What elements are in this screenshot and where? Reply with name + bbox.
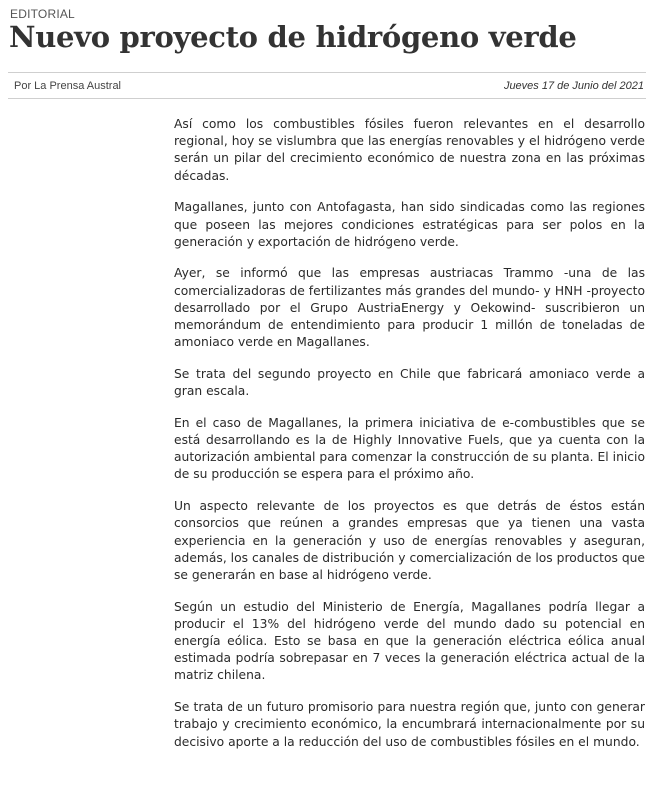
article-paragraph: Se trata de un futuro promisorio para nuestra región que, junto con generar trabajo y crecimiento económico, la encumbrará internacionalmente por su decisivo aporte a la reducción del uso de combustibles fósiles en el mundo. <box>174 700 645 749</box>
article-paragraph: Un aspecto relevante de los proyectos es que detrás de éstos están consorcios que reúnen a grandes empresas que ya tienen una vasta experiencia en la generación y uso de energías renovables y aseguran, además, los canales de distribución y comercialización de los productos que se generarán en base al hidrógeno verde. <box>174 499 645 582</box>
article-paragraph: En el caso de Magallanes, la primera iniciativa de e-combustibles que se está desarrollando es la de Highly Innovative Fuels, que ya cuenta con la autorización ambiental para comenzar la construcción de su planta. El inicio de su producción se espera para el próximo año. <box>174 415 645 482</box>
article-paragraph: Se trata del segundo proyecto en Chile que fabricará amoniaco verde a gran escala. <box>174 366 645 399</box>
article-headline: Nuevo proyecto de hidrógeno verde <box>9 20 577 54</box>
article-paragraph: Magallanes, junto con Antofagasta, han sido sindicadas como las regiones que poseen las mejores condiciones estratégicas para ser polos en la generación y exportación de hidrógeno verde. <box>174 200 645 249</box>
byline-top-divider <box>8 72 646 73</box>
article-paragraph: Según un estudio del Ministerio de Energía, Magallanes podría llegar a producir el 13% del hidrógeno verde del mundo dado su potencial en energía eólica. Esto se basa en que la generación eléctrica eólica anual estimada podría sobrepasar en 7 veces la generación eléctrica actual de la matriz chilena. <box>174 599 645 683</box>
byline: Por La Prensa Austral <box>14 80 122 92</box>
article-body <box>174 116 645 765</box>
article-paragraph: Así como los combustibles fósiles fueron relevantes en el desarrollo regional, hoy se vislumbra que las energías renovables y el hidrógeno verde serán un pilar del crecimiento económico de nuestra zona en las próximas décadas. <box>174 117 645 183</box>
publication-date: Jueves 17 de Junio del 2021 <box>503 80 644 92</box>
article-paragraph: Ayer, se informó que las empresas austriacas Trammo -una de las comercializadoras de fertilizantes más grandes del mundo- y HNH -proyecto desarrollado por el Grupo AustriaEnergy y Oekowind- suscribieron un memorándum de entendimiento para producir 1 millón de toneladas de amoniaco verde en Magallanes. <box>174 266 645 350</box>
section-label: EDITORIAL <box>10 7 75 21</box>
byline-bottom-divider <box>8 98 646 99</box>
